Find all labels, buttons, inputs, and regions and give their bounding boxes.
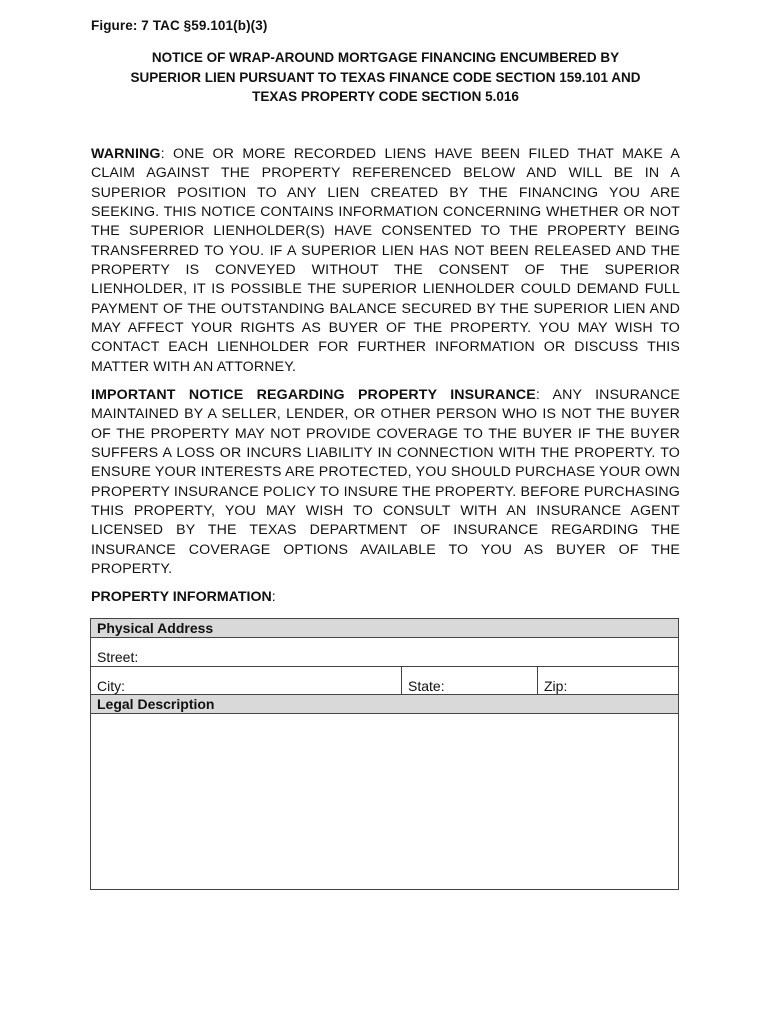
property-information-colon: : [271,589,276,605]
legal-description-field[interactable] [91,714,678,889]
notice-title [91,48,680,107]
warning-text: : ONE OR MORE RECORDED LIENS HAVE BEEN FILED THAT MAKE A CLAIM AGAINST THE PROPERTY REFERENCED BELOW AND WILL BE IN A SUPERIOR POSITION TO ANY LIEN CREATED BY THE FINANCING YOU ARE SEEKING. THIS NOTICE CONTAINS INFORMATION CONCERNING WHETHER OR NOT THE SUPERIOR LIENHOLDER(S) HAVE CONSENTED TO THE PROPERTY BEING TRANSFERRED TO YOU. IF A SUPERIOR LIEN HAS NOT BEEN RELEASED AND THE PROPERTY IS CONVEYED WITHOUT THE CONSENT OF THE SUPERIOR LIENHOLDER, IT IS POSSIBLE THE SUPERIOR LIENHOLDER COULD DEMAND FULL PAYMENT OF THE OUTSTANDING BALANCE SECURED BY THE SUPERIOR LIEN AND MAY AFFECT YOUR RIGHTS AS BUYER OF THE PROPERTY. YOU MAY WISH TO CONTACT EACH LIENHOLDER FOR FURTHER INFORMATION OR DISCUSS THIS MATTER WITH AN ATTORNEY. [91,146,680,375]
title-line-3: TEXAS PROPERTY CODE SECTION 5.016 [252,89,519,104]
state-field[interactable] [402,666,538,694]
insurance-notice-text: : ANY INSURANCE MAINTAINED BY A SELLER, LENDER, OR OTHER PERSON WHO IS NOT THE BUYER OF THE PROPERTY MAY NOT PROVIDE COVERAGE TO THE BUYER IF THE BUYER SUFFERS A LOSS OR INCURS LIABILITY IN CONNECTION WITH THE PROPERTY. TO ENSURE YOUR INTERESTS ARE PROTECTED, YOU SHOULD PURCHASE YOUR OWN PROPERTY INSURANCE POLICY TO INSURE THE PROPERTY. BEFORE PURCHASING THIS PROPERTY, YOU MAY WISH TO CONSULT WITH AN INSURANCE AGENT LICENSED BY THE TEXAS DEPARTMENT OF INSURANCE REGARDING THE INSURANCE COVERAGE OPTIONS AVAILABLE TO YOU AS BUYER OF THE PROPERTY. [91,387,680,578]
street-label: Street: [97,649,139,665]
city-state-zip-row [91,666,678,694]
street-field[interactable] [91,639,678,667]
property-information-heading [91,589,276,605]
city-field[interactable] [91,666,402,694]
title-line-1: NOTICE OF WRAP-AROUND MORTGAGE FINANCING ENCUMBERED BY [151,50,620,65]
physical-address-header: Physical Address [91,619,678,638]
state-label: State: [408,678,445,694]
warning-lead: WARNING [91,146,161,162]
title-line-2: SUPERIOR LIEN PURSUANT TO TEXAS FINANCE CODE SECTION 159.101 AND [130,69,641,85]
property-information-label: PROPERTY INFORMATION [91,589,272,605]
legal-description-header: Legal Description [91,694,678,714]
zip-field[interactable] [538,666,678,694]
figure-reference: Figure: 7 TAC §59.101(b)(3) [91,18,268,33]
insurance-notice-lead: IMPORTANT NOTICE REGARDING PROPERTY INSURANCE [91,387,536,403]
warning-paragraph [91,145,680,377]
zip-label: Zip: [544,678,568,694]
insurance-notice-paragraph [91,386,680,579]
city-label: City: [97,678,125,694]
property-information-form [90,618,679,890]
